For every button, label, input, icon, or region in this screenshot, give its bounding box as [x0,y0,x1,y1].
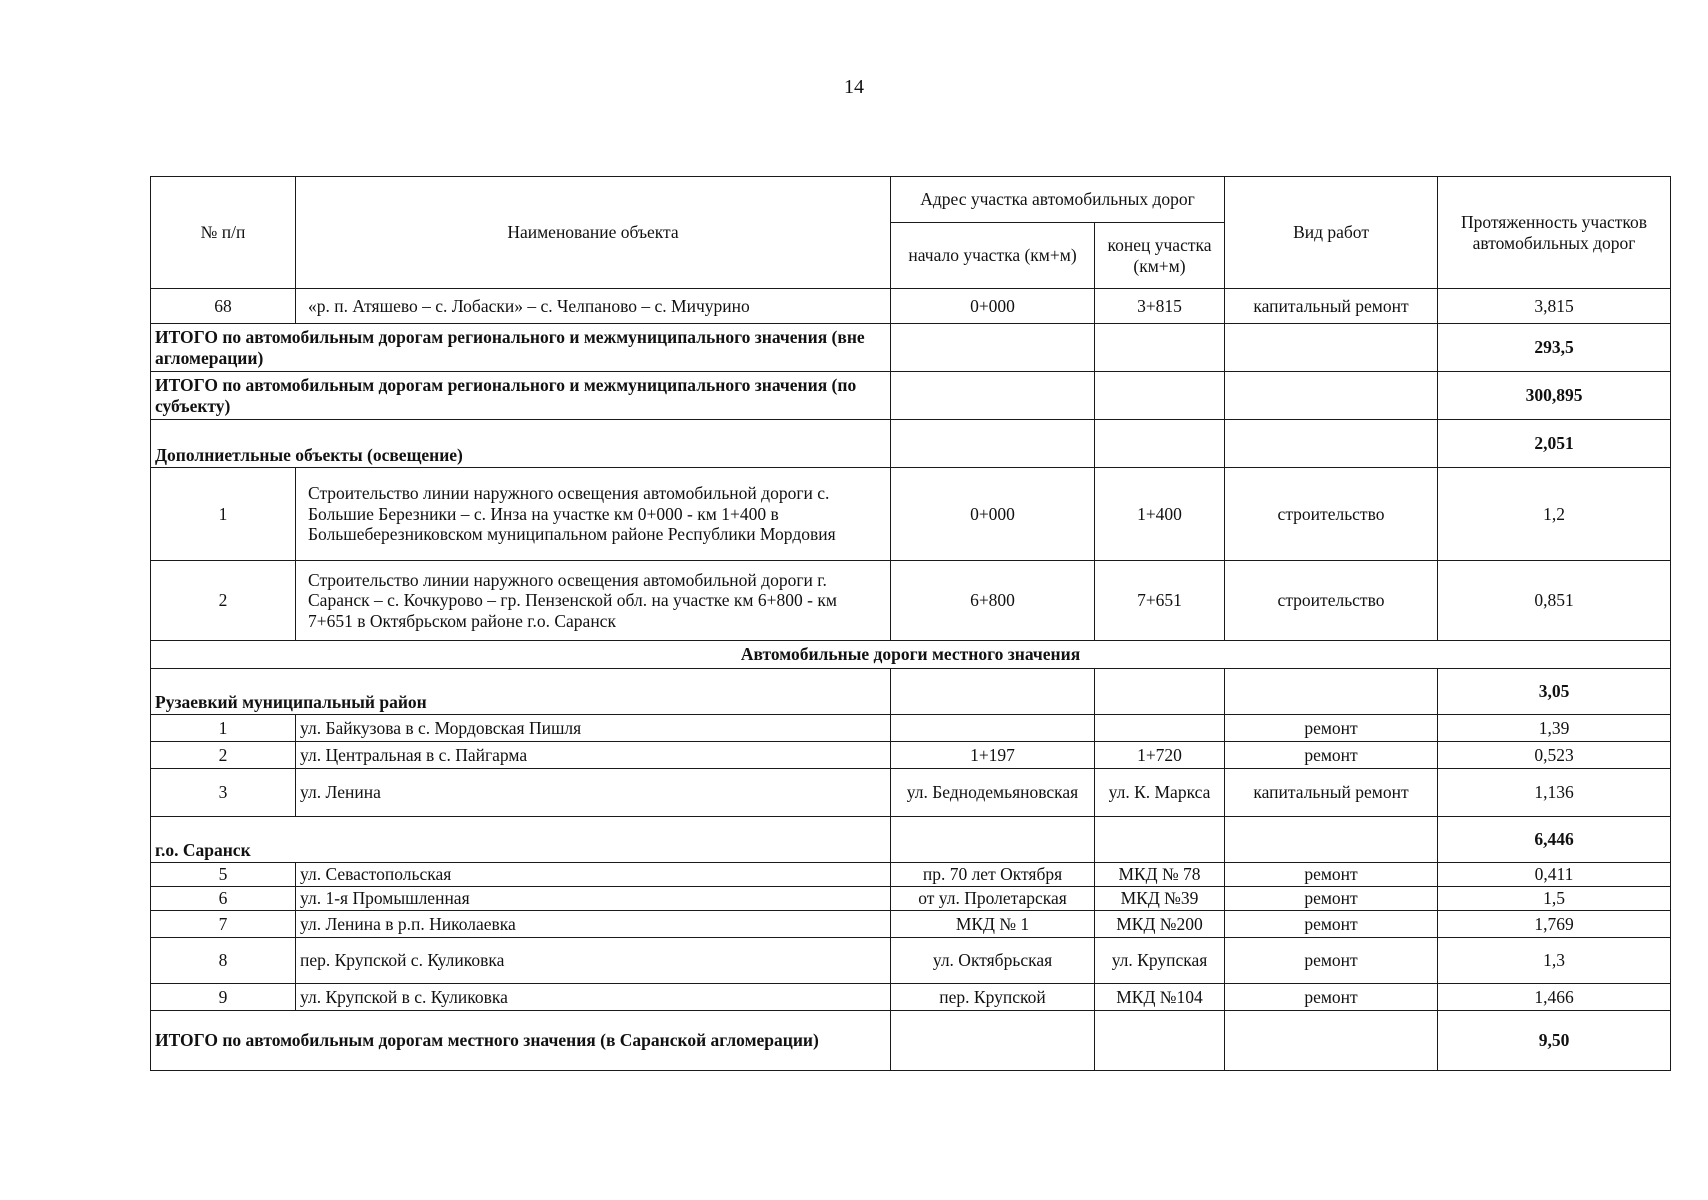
row-num: 7 [151,911,296,938]
header-start: начало участка (км+м) [891,223,1095,289]
row-length: 1,466 [1438,984,1671,1011]
row-length: 0,523 [1438,742,1671,769]
table-row [151,911,1671,938]
row-end [1095,715,1225,742]
row-name: пер. Крупской с. Куликовка [296,938,891,984]
section-header-ruzaevka [151,669,1671,715]
row-length: 0,851 [1438,561,1671,641]
row-length: 1,2 [1438,468,1671,561]
total-row-local-roads [151,1011,1671,1071]
section-title: Автомобильные дороги местного значения [151,641,1671,669]
table-row [151,769,1671,817]
row-work: ремонт [1225,715,1438,742]
table-row [151,289,1671,324]
row-name: ул. Центральная в с. Пайгарма [296,742,891,769]
row-end: МКД № 78 [1095,863,1225,887]
row-name: Строительство линии наружного освещения автомобильной дороги с. Большие Березники – с. Инза на участке км 0+000 - км 1+400 в Большеберезниковском муниципальном районе Республики Мордовия [296,468,891,561]
table-row [151,561,1671,641]
row-length: 1,39 [1438,715,1671,742]
row-name: ул. Ленина в р.п. Николаевка [296,911,891,938]
row-start: МКД № 1 [891,911,1095,938]
total-value: 9,50 [1438,1011,1671,1071]
row-end: МКД №200 [1095,911,1225,938]
row-work: строительство [1225,468,1438,561]
row-name: ул. Крупской в с. Куликовка [296,984,891,1011]
section-header-lighting [151,420,1671,468]
row-work: ремонт [1225,887,1438,911]
row-name: ул. Севастопольская [296,863,891,887]
road-works-table [150,176,1671,1071]
row-num: 8 [151,938,296,984]
row-name: «р. п. Атяшево – с. Лобаски» – с. Челпаново – с. Мичурино [296,289,891,324]
row-start: 0+000 [891,289,1095,324]
row-num: 5 [151,863,296,887]
row-work: ремонт [1225,742,1438,769]
table-header-row [151,177,1671,223]
row-start: пер. Крупской [891,984,1095,1011]
row-work: ремонт [1225,911,1438,938]
row-num: 9 [151,984,296,1011]
section-title: Дополниетльные объекты (освещение) [151,420,891,468]
header-work: Вид работ [1225,177,1438,289]
row-name: ул. Ленина [296,769,891,817]
header-length: Протяженность участков автомобильных дорог [1438,177,1671,289]
row-start: 0+000 [891,468,1095,561]
header-num: № п/п [151,177,296,289]
row-start [891,715,1095,742]
row-end: ул. К. Маркса [1095,769,1225,817]
row-end: 1+400 [1095,468,1225,561]
row-num: 6 [151,887,296,911]
page-number: 14 [844,76,864,98]
table-row [151,715,1671,742]
header-name: Наименование объекта [296,177,891,289]
total-row-subject [151,372,1671,420]
row-length: 3,815 [1438,289,1671,324]
row-work: ремонт [1225,984,1438,1011]
row-end: 7+651 [1095,561,1225,641]
row-num: 1 [151,715,296,742]
row-name: ул. Байкузова в с. Мордовская Пишля [296,715,891,742]
table-row [151,887,1671,911]
section-title: Рузаевкий муниципальный район [151,669,891,715]
total-value: 300,895 [1438,372,1671,420]
section-total: 6,446 [1438,817,1671,863]
row-start: ул. Октябрьская [891,938,1095,984]
row-num: 2 [151,561,296,641]
total-label: ИТОГО по автомобильным дорогам регионального и межмуниципального значения (по субъекту) [151,372,891,420]
table-row [151,742,1671,769]
section-total: 2,051 [1438,420,1671,468]
row-length: 1,769 [1438,911,1671,938]
table-row [151,468,1671,561]
row-end: МКД №39 [1095,887,1225,911]
header-address: Адрес участка автомобильных дорог [891,177,1225,223]
row-num: 2 [151,742,296,769]
header-end: конец участка (км+м) [1095,223,1225,289]
row-name: ул. 1-я Промышленная [296,887,891,911]
row-end: ул. Крупская [1095,938,1225,984]
row-name: Строительство линии наружного освещения автомобильной дороги г. Саранск – с. Кочкурово – гр. Пензенской обл. на участке км 6+800 - км 7+651 в Октябрьском районе г.о. Саранск [296,561,891,641]
table-row [151,863,1671,887]
row-length: 1,5 [1438,887,1671,911]
row-work: ремонт [1225,863,1438,887]
row-work: строительство [1225,561,1438,641]
row-start: 6+800 [891,561,1095,641]
row-num: 3 [151,769,296,817]
row-start: ул. Беднодемьяновская [891,769,1095,817]
row-num: 68 [151,289,296,324]
row-length: 0,411 [1438,863,1671,887]
total-value: 293,5 [1438,324,1671,372]
row-start: пр. 70 лет Октября [891,863,1095,887]
row-end: МКД №104 [1095,984,1225,1011]
total-label: ИТОГО по автомобильным дорогам регионального и межмуниципального значения (вне агломерации) [151,324,891,372]
row-work: ремонт [1225,938,1438,984]
section-total: 3,05 [1438,669,1671,715]
section-header-saransk [151,817,1671,863]
row-work: капитальный ремонт [1225,289,1438,324]
row-start: 1+197 [891,742,1095,769]
table-row [151,984,1671,1011]
row-start: от ул. Пролетарская [891,887,1095,911]
total-row-outside-agglomeration [151,324,1671,372]
section-header-local-roads [151,641,1671,669]
row-length: 1,3 [1438,938,1671,984]
row-end: 3+815 [1095,289,1225,324]
section-title: г.о. Саранск [151,817,891,863]
table-row [151,938,1671,984]
row-length: 1,136 [1438,769,1671,817]
total-label: ИТОГО по автомобильным дорогам местного значения (в Саранской агломерации) [151,1011,891,1071]
row-work: капитальный ремонт [1225,769,1438,817]
row-end: 1+720 [1095,742,1225,769]
row-num: 1 [151,468,296,561]
